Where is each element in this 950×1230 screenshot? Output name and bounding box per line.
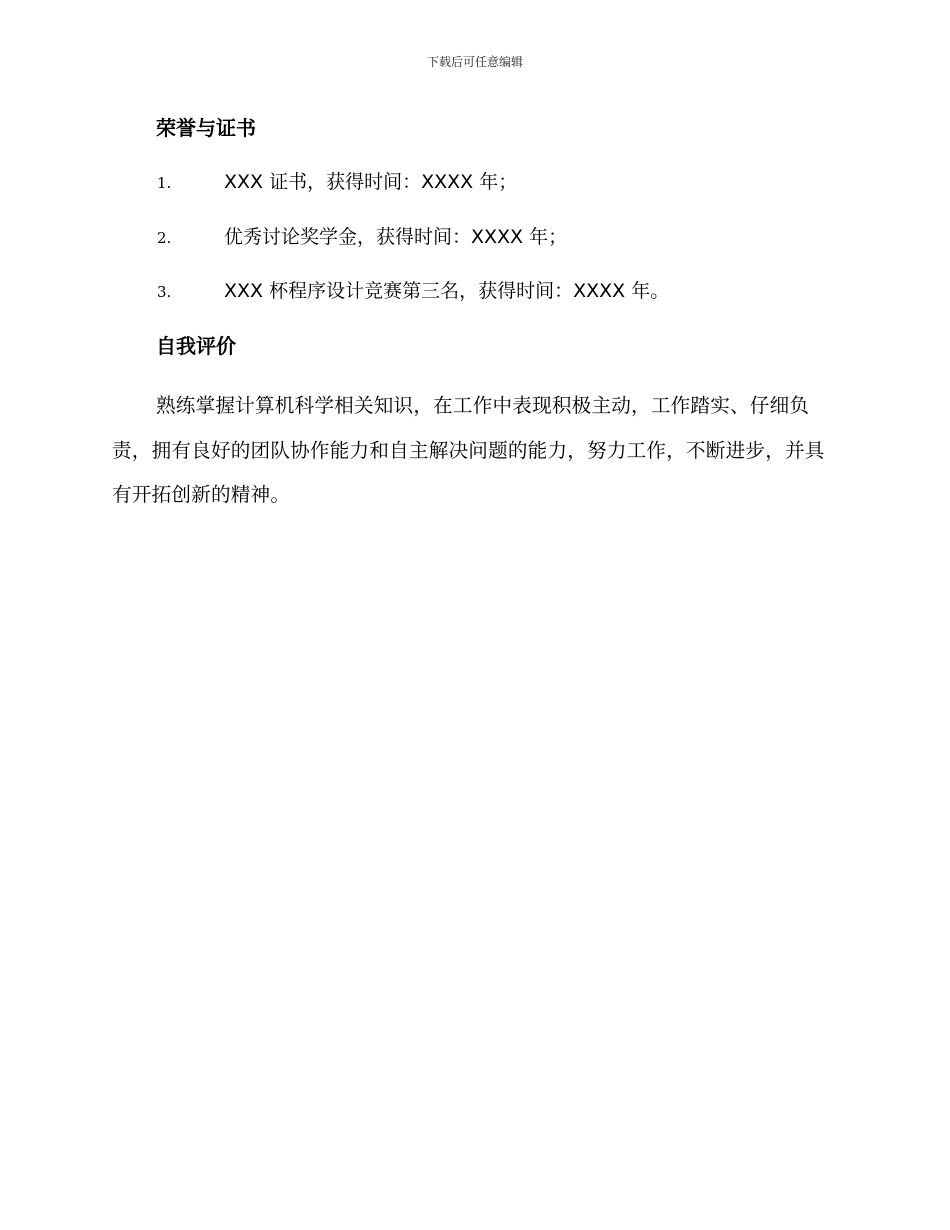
list-item: [0, 168, 950, 196]
list-item-text: XXX 杯程序设计竞赛第三名，获得时间：XXXX 年。: [224, 280, 670, 302]
honors-section-title: 荣誉与证书: [156, 116, 256, 140]
list-item-text: 优秀讨论奖学金，获得时间：XXXX 年；: [224, 226, 568, 248]
list-item: [0, 277, 950, 305]
self-evaluation-section-title: 自我评价: [156, 334, 236, 358]
list-item: [0, 223, 950, 251]
page-header: 下载后可任意编辑: [426, 55, 523, 69]
list-item-number: 1.: [157, 174, 172, 192]
list-item-number: 3.: [157, 283, 172, 301]
self-evaluation-paragraph: 熟练掌握计算机科学相关知识，在工作中表现积极主动，工作踏实、仔细负责，拥有良好的团队协作能力和自主解决问题的能力，努力工作，不断进步，并具有开拓创新的精神。: [112, 394, 825, 506]
list-item-text: XXX 证书，获得时间：XXXX 年；: [224, 171, 518, 193]
list-item-number: 2.: [157, 229, 172, 247]
